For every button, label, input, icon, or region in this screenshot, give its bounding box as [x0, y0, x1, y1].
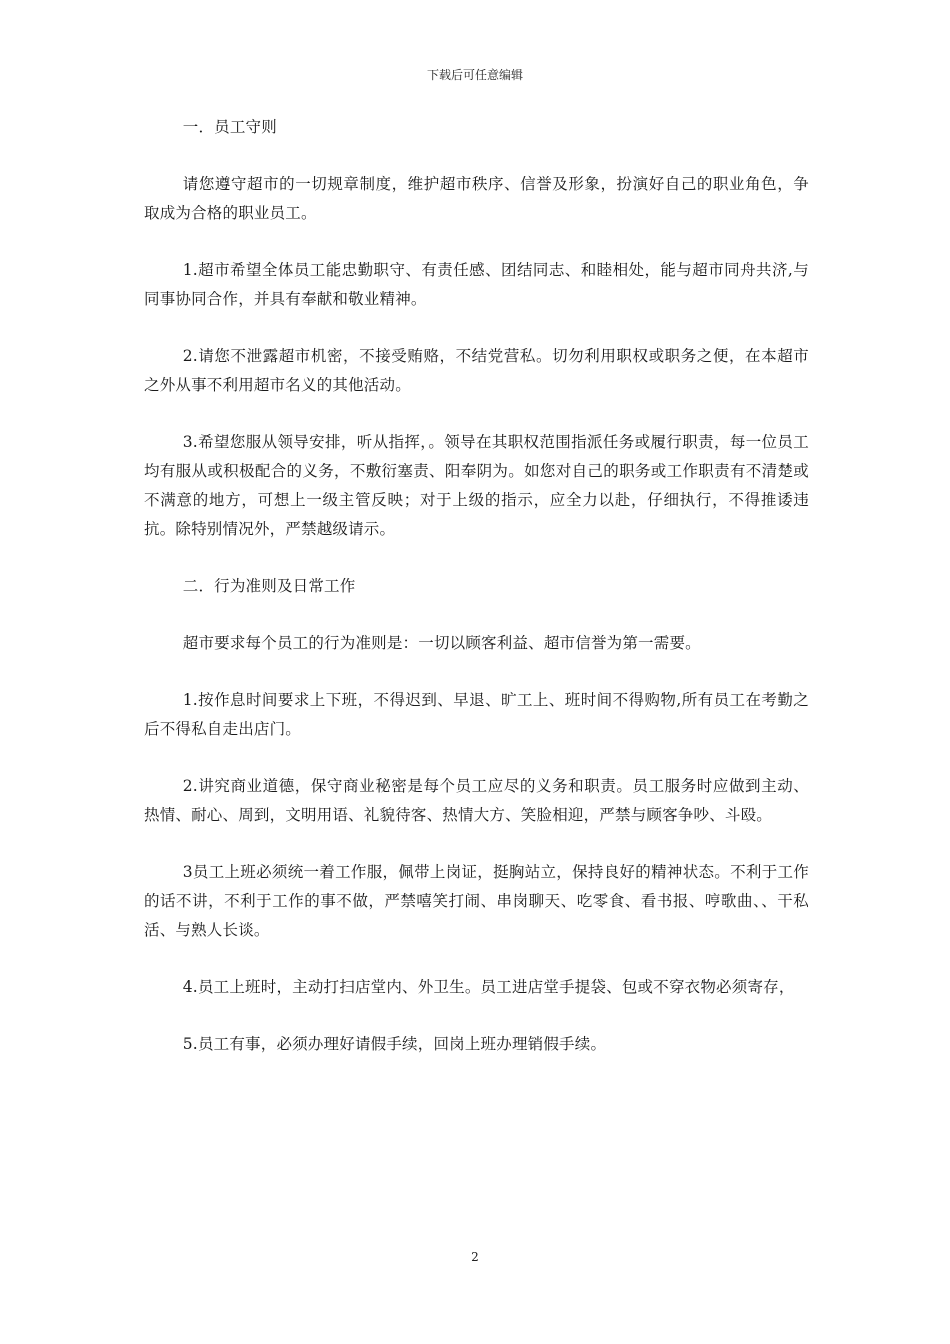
document-body: [144, 113, 809, 1087]
paragraph-conduct-5: 5.员工有事，必须办理好请假手续，回岗上班办理销假手续。: [182, 1035, 607, 1053]
page-number: 2: [471, 1250, 479, 1264]
paragraph-conduct-4: 4.员工上班时，主动打扫店堂内、外卫生。员工进店堂手提袋、包或不穿衣物必须寄存，: [182, 978, 795, 996]
paragraph-rule-1: 1.超市希望全体员工能忠勤职守、有责任感、团结同志、和睦相处，能与超市同舟共济,与同事协同合作，并具有奉献和敬业精神。: [144, 261, 809, 308]
paragraph-conduct-3: 3员工上班必须统一着工作服，佩带上岗证，挺胸站立，保持良好的精神状态。不利于工作的话不讲，不利于工作的事不做，严禁嘻笑打闹、串岗聊天、吃零食、看书报、哼歌曲、、干私活、与熟人长谈。: [144, 863, 809, 939]
paragraph-conduct-1: 1.按作息时间要求上下班，不得迟到、早退、旷工上、班时间不得购物,所有员工在考勤之后不得私自走出店门。: [144, 691, 809, 738]
section-heading-employee-rules: 一．员工守则: [182, 118, 277, 136]
section-heading-conduct: 二．行为准则及日常工作: [182, 577, 356, 595]
paragraph-conduct-intro: 超市要求每个员工的行为准则是：一切以顾客利益、超市信誉为第一需要。: [182, 634, 701, 652]
paragraph-rule-3: 3.希望您服从领导安排，听从指挥，。领导在其职权范围指派任务或履行职责，每一位员工均有服从或积极配合的义务，不敷衍塞责、阳奉阴为。如您对自己的职务或工作职责有不清楚或不满意的地方，可想上一级主管反映；对于上级的指示，应全力以赴，仔细执行，不得推诿违抗。除特别情况外，严禁越级请示。: [144, 433, 809, 538]
page-header: 下载后可任意编辑: [426, 68, 523, 82]
paragraph-intro: 请您遵守超市的一切规章制度，维护超市秩序、信誉及形象，扮演好自己的职业角色，争取成为合格的职业员工。: [144, 175, 809, 222]
paragraph-conduct-2: 2.讲究商业道德，保守商业秘密是每个员工应尽的义务和职责。员工服务时应做到主动、热情、耐心、周到，文明用语、礼貌待客、热情大方、笑脸相迎，严禁与顾客争吵、斗殴。: [144, 777, 809, 824]
paragraph-rule-2: 2.请您不泄露超市机密，不接受贿赂，不结党营私。切勿利用职权或职务之便，在本超市之外从事不利用超市名义的其他活动。: [144, 347, 809, 394]
